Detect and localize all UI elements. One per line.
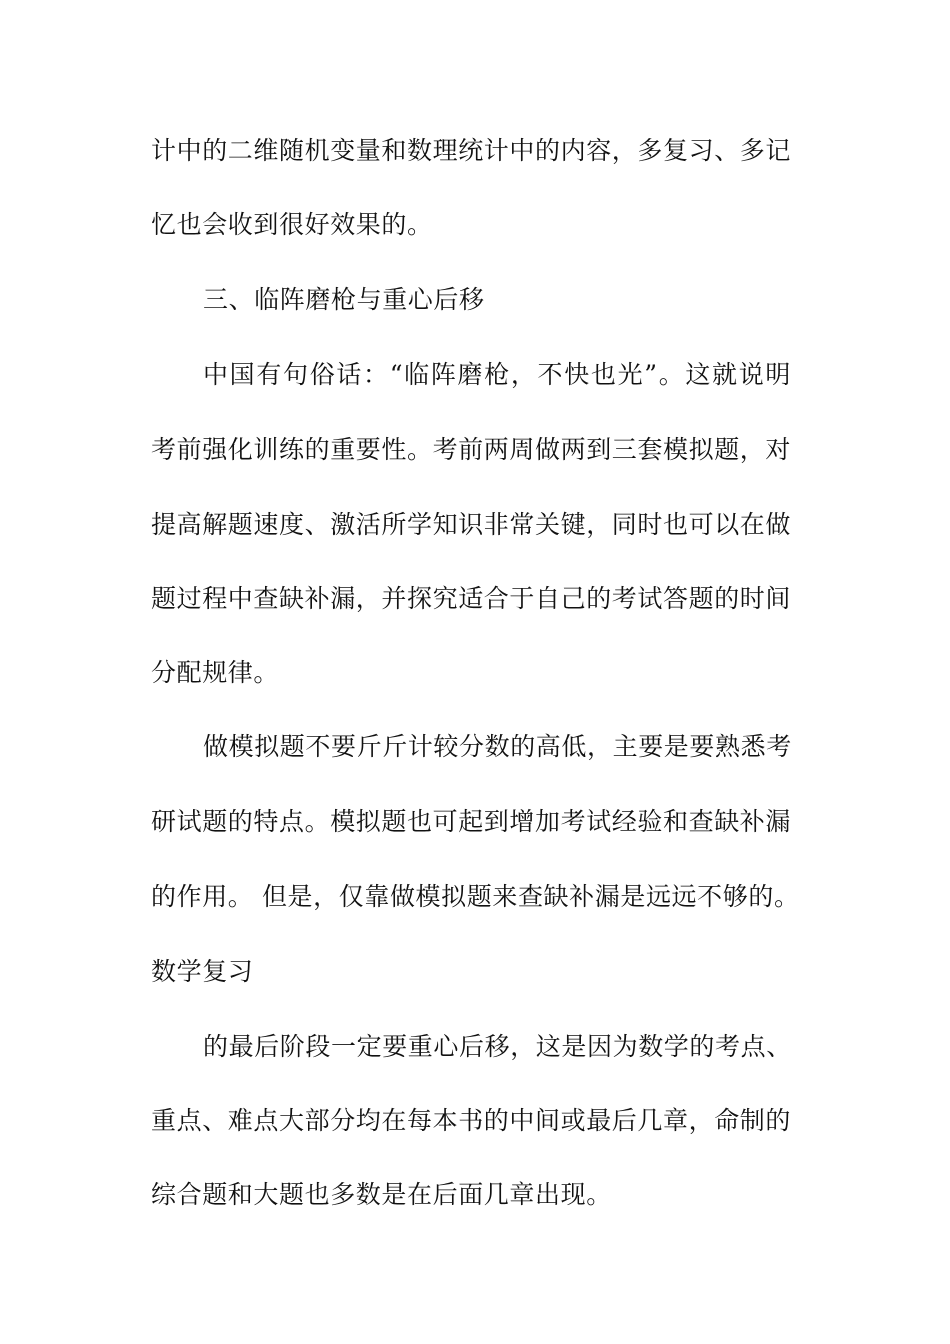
paragraph-line: 忆也会收到很好效果的。 [151, 210, 433, 239]
paragraph-line: 数学复习 [151, 957, 254, 986]
paragraph-line: 分配规律。 [151, 658, 280, 687]
paragraph-line: 研试题的特点。模拟题也可起到增加考试经验和查缺补漏 [151, 807, 792, 836]
section-heading: 三、临阵磨枪与重心后移 [203, 285, 485, 314]
paragraph-line: 的作用。 但是，仅靠做模拟题来查缺补漏是远远不够的。 [151, 882, 800, 911]
paragraph-line: 的最后阶段一定要重心后移，这是因为数学的考点、 [203, 1032, 792, 1061]
paragraph-line: 提高解题速度、激活所学知识非常关键，同时也可以在做 [151, 510, 792, 539]
paragraph-line: 重点、难点大部分均在每本书的中间或最后几章，命制的 [151, 1106, 792, 1135]
paragraph-line: 做模拟题不要斤斤计较分数的高低，主要是要熟悉考 [203, 732, 792, 761]
paragraph-line: 考前强化训练的重要性。考前两周做两到三套模拟题，对 [151, 435, 792, 464]
paragraph-line: 题过程中查缺补漏，并探究适合于自己的考试答题的时间 [151, 584, 792, 613]
paragraph-line: 计中的二维随机变量和数理统计中的内容，多复习、多记 [151, 136, 792, 165]
paragraph-line: 综合题和大题也多数是在后面几章出现。 [151, 1180, 612, 1209]
paragraph-line: 中国有句俗话：“临阵磨枪，不快也光”。这就说明 [203, 360, 791, 389]
